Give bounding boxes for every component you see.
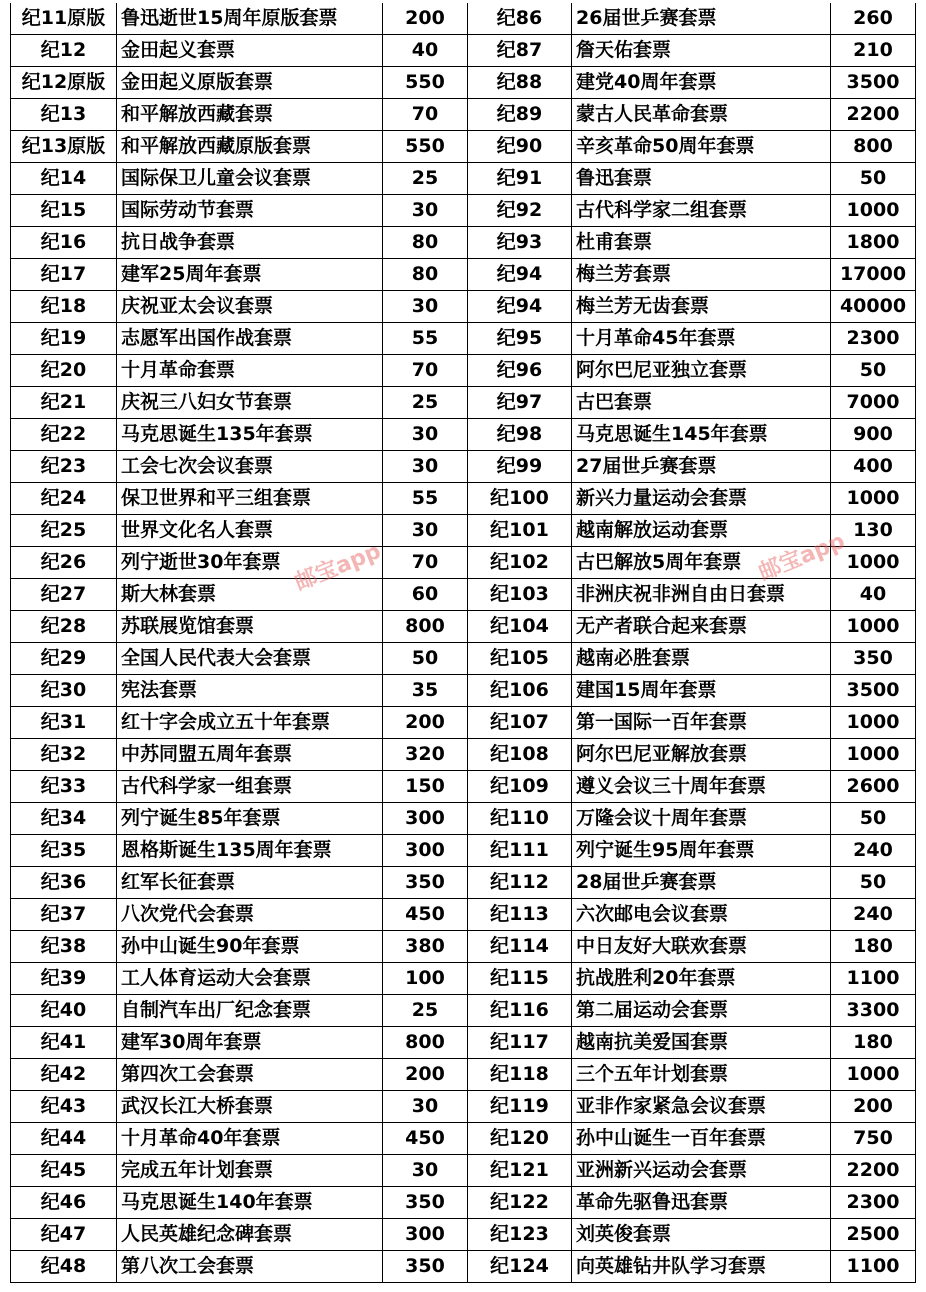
right-price-cell: 7000 xyxy=(831,387,916,419)
left-price-cell: 30 xyxy=(383,515,468,547)
left-name-cell: 志愿军出国作战套票 xyxy=(117,323,383,355)
right-name-cell: 27届世乒赛套票 xyxy=(572,451,831,483)
right-code-cell: 纪93 xyxy=(468,227,572,259)
right-name-cell: 古代科学家二组套票 xyxy=(572,195,831,227)
left-price-cell: 800 xyxy=(383,611,468,643)
right-price-cell: 1000 xyxy=(831,1059,916,1091)
left-name-cell: 建军30周年套票 xyxy=(117,1027,383,1059)
right-code-cell: 纪120 xyxy=(468,1123,572,1155)
right-price-cell: 240 xyxy=(831,835,916,867)
left-price-cell: 550 xyxy=(383,131,468,163)
left-name-cell: 马克思诞生140年套票 xyxy=(117,1187,383,1219)
left-price-cell: 55 xyxy=(383,483,468,515)
right-code-cell: 纪112 xyxy=(468,867,572,899)
right-code-cell: 纪92 xyxy=(468,195,572,227)
right-code-cell: 纪105 xyxy=(468,643,572,675)
table-row xyxy=(11,1251,916,1283)
table-row xyxy=(11,291,916,323)
left-name-cell: 十月革命40年套票 xyxy=(117,1123,383,1155)
left-price-cell: 150 xyxy=(383,771,468,803)
left-name-cell: 和平解放西藏套票 xyxy=(117,99,383,131)
left-price-cell: 200 xyxy=(383,707,468,739)
right-price-cell: 40000 xyxy=(831,291,916,323)
right-price-cell: 2600 xyxy=(831,771,916,803)
right-code-cell: 纪111 xyxy=(468,835,572,867)
table-row xyxy=(11,1091,916,1123)
stamp-price-table xyxy=(10,3,916,1283)
table-row xyxy=(11,611,916,643)
table-row xyxy=(11,1219,916,1251)
left-name-cell: 十月革命套票 xyxy=(117,355,383,387)
right-price-cell: 180 xyxy=(831,1027,916,1059)
left-price-cell: 450 xyxy=(383,1123,468,1155)
table-row xyxy=(11,835,916,867)
left-price-cell: 300 xyxy=(383,803,468,835)
right-code-cell: 纪106 xyxy=(468,675,572,707)
right-code-cell: 纪98 xyxy=(468,419,572,451)
right-name-cell: 万隆会议十周年套票 xyxy=(572,803,831,835)
right-name-cell: 新兴力量运动会套票 xyxy=(572,483,831,515)
left-name-cell: 武汉长江大桥套票 xyxy=(117,1091,383,1123)
left-name-cell: 和平解放西藏原版套票 xyxy=(117,131,383,163)
left-name-cell: 第八次工会套票 xyxy=(117,1251,383,1283)
table-row xyxy=(11,483,916,515)
right-code-cell: 纪107 xyxy=(468,707,572,739)
left-name-cell: 斯大林套票 xyxy=(117,579,383,611)
left-code-cell: 纪16 xyxy=(11,227,117,259)
right-code-cell: 纪119 xyxy=(468,1091,572,1123)
table-row xyxy=(11,259,916,291)
left-price-cell: 70 xyxy=(383,99,468,131)
right-code-cell: 纪109 xyxy=(468,771,572,803)
right-code-cell: 纪102 xyxy=(468,547,572,579)
left-name-cell: 庆祝亚太会议套票 xyxy=(117,291,383,323)
right-name-cell: 遵义会议三十周年套票 xyxy=(572,771,831,803)
right-name-cell: 建党40周年套票 xyxy=(572,67,831,99)
left-name-cell: 宪法套票 xyxy=(117,675,383,707)
left-name-cell: 恩格斯诞生135周年套票 xyxy=(117,835,383,867)
right-code-cell: 纪110 xyxy=(468,803,572,835)
right-code-cell: 纪94 xyxy=(468,291,572,323)
right-price-cell: 2300 xyxy=(831,323,916,355)
right-code-cell: 纪87 xyxy=(468,35,572,67)
left-name-cell: 完成五年计划套票 xyxy=(117,1155,383,1187)
left-code-cell: 纪13 xyxy=(11,99,117,131)
right-code-cell: 纪96 xyxy=(468,355,572,387)
left-code-cell: 纪17 xyxy=(11,259,117,291)
right-price-cell: 130 xyxy=(831,515,916,547)
left-code-cell: 纪24 xyxy=(11,483,117,515)
right-name-cell: 越南抗美爱国套票 xyxy=(572,1027,831,1059)
left-code-cell: 纪38 xyxy=(11,931,117,963)
right-price-cell: 900 xyxy=(831,419,916,451)
right-code-cell: 纪95 xyxy=(468,323,572,355)
left-code-cell: 纪43 xyxy=(11,1091,117,1123)
left-code-cell: 纪37 xyxy=(11,899,117,931)
right-price-cell: 200 xyxy=(831,1091,916,1123)
table-row xyxy=(11,163,916,195)
left-price-cell: 350 xyxy=(383,1187,468,1219)
left-price-cell: 35 xyxy=(383,675,468,707)
right-price-cell: 40 xyxy=(831,579,916,611)
right-name-cell: 越南必胜套票 xyxy=(572,643,831,675)
left-price-cell: 50 xyxy=(383,643,468,675)
right-name-cell: 马克思诞生145年套票 xyxy=(572,419,831,451)
left-price-cell: 60 xyxy=(383,579,468,611)
right-code-cell: 纪97 xyxy=(468,387,572,419)
right-price-cell: 2200 xyxy=(831,99,916,131)
table-row xyxy=(11,1027,916,1059)
table-row xyxy=(11,99,916,131)
right-code-cell: 纪100 xyxy=(468,483,572,515)
right-name-cell: 六次邮电会议套票 xyxy=(572,899,831,931)
left-price-cell: 100 xyxy=(383,963,468,995)
right-name-cell: 26届世乒赛套票 xyxy=(572,3,831,35)
left-code-cell: 纪28 xyxy=(11,611,117,643)
right-name-cell: 詹天佑套票 xyxy=(572,35,831,67)
right-code-cell: 纪123 xyxy=(468,1219,572,1251)
right-name-cell: 三个五年计划套票 xyxy=(572,1059,831,1091)
right-name-cell: 阿尔巴尼亚独立套票 xyxy=(572,355,831,387)
right-code-cell: 纪108 xyxy=(468,739,572,771)
left-code-cell: 纪46 xyxy=(11,1187,117,1219)
left-price-cell: 30 xyxy=(383,1091,468,1123)
left-name-cell: 孙中山诞生90年套票 xyxy=(117,931,383,963)
left-code-cell: 纪11原版 xyxy=(11,3,117,35)
right-price-cell: 3500 xyxy=(831,67,916,99)
left-price-cell: 300 xyxy=(383,1219,468,1251)
left-name-cell: 列宁逝世30年套票 xyxy=(117,547,383,579)
left-price-cell: 350 xyxy=(383,867,468,899)
left-name-cell: 红军长征套票 xyxy=(117,867,383,899)
left-code-cell: 纪18 xyxy=(11,291,117,323)
right-name-cell: 非洲庆祝非洲自由日套票 xyxy=(572,579,831,611)
right-price-cell: 1000 xyxy=(831,195,916,227)
right-price-cell: 1100 xyxy=(831,1251,916,1283)
right-price-cell: 350 xyxy=(831,643,916,675)
right-name-cell: 梅兰芳无齿套票 xyxy=(572,291,831,323)
right-code-cell: 纪90 xyxy=(468,131,572,163)
right-name-cell: 亚洲新兴运动会套票 xyxy=(572,1155,831,1187)
right-name-cell: 鲁迅套票 xyxy=(572,163,831,195)
right-price-cell: 2200 xyxy=(831,1155,916,1187)
right-price-cell: 1000 xyxy=(831,739,916,771)
right-name-cell: 越南解放运动套票 xyxy=(572,515,831,547)
left-name-cell: 全国人民代表大会套票 xyxy=(117,643,383,675)
watermark-left: 邮宝app xyxy=(291,538,385,596)
table-row xyxy=(11,899,916,931)
table-row xyxy=(11,1059,916,1091)
table-row xyxy=(11,67,916,99)
left-name-cell: 第四次工会套票 xyxy=(117,1059,383,1091)
right-price-cell: 180 xyxy=(831,931,916,963)
left-code-cell: 纪41 xyxy=(11,1027,117,1059)
left-name-cell: 八次党代会套票 xyxy=(117,899,383,931)
right-code-cell: 纪91 xyxy=(468,163,572,195)
left-code-cell: 纪48 xyxy=(11,1251,117,1283)
left-code-cell: 纪40 xyxy=(11,995,117,1027)
right-price-cell: 2500 xyxy=(831,1219,916,1251)
table-row xyxy=(11,643,916,675)
table-row xyxy=(11,387,916,419)
right-name-cell: 中日友好大联欢套票 xyxy=(572,931,831,963)
right-name-cell: 革命先驱鲁迅套票 xyxy=(572,1187,831,1219)
left-name-cell: 红十字会成立五十年套票 xyxy=(117,707,383,739)
table-row xyxy=(11,451,916,483)
table-row xyxy=(11,3,916,35)
left-code-cell: 纪23 xyxy=(11,451,117,483)
right-name-cell: 第一国际一百年套票 xyxy=(572,707,831,739)
table-row xyxy=(11,963,916,995)
left-price-cell: 30 xyxy=(383,451,468,483)
left-price-cell: 25 xyxy=(383,995,468,1027)
table-row xyxy=(11,323,916,355)
left-price-cell: 30 xyxy=(383,195,468,227)
right-price-cell: 50 xyxy=(831,867,916,899)
left-price-cell: 320 xyxy=(383,739,468,771)
table-row xyxy=(11,1123,916,1155)
left-code-cell: 纪32 xyxy=(11,739,117,771)
left-code-cell: 纪13原版 xyxy=(11,131,117,163)
left-code-cell: 纪34 xyxy=(11,803,117,835)
table-row xyxy=(11,547,916,579)
right-price-cell: 210 xyxy=(831,35,916,67)
right-name-cell: 无产者联合起来套票 xyxy=(572,611,831,643)
left-price-cell: 55 xyxy=(383,323,468,355)
left-name-cell: 列宁诞生85年套票 xyxy=(117,803,383,835)
right-price-cell: 50 xyxy=(831,163,916,195)
right-name-cell: 亚非作家紧急会议套票 xyxy=(572,1091,831,1123)
left-price-cell: 550 xyxy=(383,67,468,99)
left-name-cell: 工会七次会议套票 xyxy=(117,451,383,483)
right-price-cell: 17000 xyxy=(831,259,916,291)
right-code-cell: 纪121 xyxy=(468,1155,572,1187)
right-code-cell: 纪94 xyxy=(468,259,572,291)
right-name-cell: 抗战胜利20年套票 xyxy=(572,963,831,995)
left-code-cell: 纪12 xyxy=(11,35,117,67)
left-name-cell: 自制汽车出厂纪念套票 xyxy=(117,995,383,1027)
right-price-cell: 1000 xyxy=(831,483,916,515)
left-name-cell: 国际保卫儿童会议套票 xyxy=(117,163,383,195)
right-price-cell: 1000 xyxy=(831,547,916,579)
right-code-cell: 纪124 xyxy=(468,1251,572,1283)
left-price-cell: 450 xyxy=(383,899,468,931)
table-row xyxy=(11,675,916,707)
right-name-cell: 向英雄钻井队学习套票 xyxy=(572,1251,831,1283)
right-name-cell: 梅兰芳套票 xyxy=(572,259,831,291)
left-name-cell: 建军25周年套票 xyxy=(117,259,383,291)
table-row xyxy=(11,931,916,963)
table-row xyxy=(11,1155,916,1187)
right-name-cell: 刘英俊套票 xyxy=(572,1219,831,1251)
left-code-cell: 纪30 xyxy=(11,675,117,707)
left-code-cell: 纪31 xyxy=(11,707,117,739)
right-code-cell: 纪88 xyxy=(468,67,572,99)
right-price-cell: 50 xyxy=(831,355,916,387)
right-code-cell: 纪103 xyxy=(468,579,572,611)
table-row xyxy=(11,355,916,387)
left-price-cell: 70 xyxy=(383,547,468,579)
left-price-cell: 25 xyxy=(383,163,468,195)
left-code-cell: 纪36 xyxy=(11,867,117,899)
left-code-cell: 纪45 xyxy=(11,1155,117,1187)
table-row xyxy=(11,995,916,1027)
right-code-cell: 纪89 xyxy=(468,99,572,131)
right-price-cell: 240 xyxy=(831,899,916,931)
left-code-cell: 纪19 xyxy=(11,323,117,355)
watermark-right: 邮宝app xyxy=(755,528,849,586)
right-price-cell: 1100 xyxy=(831,963,916,995)
right-code-cell: 纪116 xyxy=(468,995,572,1027)
right-name-cell: 阿尔巴尼亚解放套票 xyxy=(572,739,831,771)
left-name-cell: 世界文化名人套票 xyxy=(117,515,383,547)
right-price-cell: 3500 xyxy=(831,675,916,707)
left-price-cell: 40 xyxy=(383,35,468,67)
left-name-cell: 苏联展览馆套票 xyxy=(117,611,383,643)
table-row xyxy=(11,195,916,227)
left-price-cell: 200 xyxy=(383,1059,468,1091)
right-code-cell: 纪113 xyxy=(468,899,572,931)
left-code-cell: 纪25 xyxy=(11,515,117,547)
table-row xyxy=(11,867,916,899)
right-name-cell: 第二届运动会套票 xyxy=(572,995,831,1027)
left-code-cell: 纪21 xyxy=(11,387,117,419)
left-code-cell: 纪27 xyxy=(11,579,117,611)
left-code-cell: 纪20 xyxy=(11,355,117,387)
left-price-cell: 300 xyxy=(383,835,468,867)
right-price-cell: 800 xyxy=(831,131,916,163)
right-name-cell: 列宁诞生95周年套票 xyxy=(572,835,831,867)
right-price-cell: 3300 xyxy=(831,995,916,1027)
left-name-cell: 保卫世界和平三组套票 xyxy=(117,483,383,515)
left-price-cell: 80 xyxy=(383,227,468,259)
left-name-cell: 国际劳动节套票 xyxy=(117,195,383,227)
table-row xyxy=(11,579,916,611)
right-code-cell: 纪101 xyxy=(468,515,572,547)
left-code-cell: 纪47 xyxy=(11,1219,117,1251)
right-price-cell: 260 xyxy=(831,3,916,35)
right-price-cell: 50 xyxy=(831,803,916,835)
right-price-cell: 2300 xyxy=(831,1187,916,1219)
left-name-cell: 马克思诞生135年套票 xyxy=(117,419,383,451)
left-code-cell: 纪42 xyxy=(11,1059,117,1091)
right-code-cell: 纪114 xyxy=(468,931,572,963)
right-price-cell: 750 xyxy=(831,1123,916,1155)
right-price-cell: 400 xyxy=(831,451,916,483)
left-name-cell: 庆祝三八妇女节套票 xyxy=(117,387,383,419)
left-code-cell: 纪22 xyxy=(11,419,117,451)
left-price-cell: 200 xyxy=(383,3,468,35)
table-row xyxy=(11,771,916,803)
left-price-cell: 30 xyxy=(383,1155,468,1187)
right-code-cell: 纪86 xyxy=(468,3,572,35)
left-code-cell: 纪12原版 xyxy=(11,67,117,99)
left-price-cell: 70 xyxy=(383,355,468,387)
right-price-cell: 1000 xyxy=(831,611,916,643)
left-name-cell: 工人体育运动大会套票 xyxy=(117,963,383,995)
left-code-cell: 纪29 xyxy=(11,643,117,675)
right-code-cell: 纪99 xyxy=(468,451,572,483)
left-price-cell: 30 xyxy=(383,419,468,451)
right-price-cell: 1000 xyxy=(831,707,916,739)
right-name-cell: 蒙古人民革命套票 xyxy=(572,99,831,131)
left-name-cell: 抗日战争套票 xyxy=(117,227,383,259)
left-price-cell: 380 xyxy=(383,931,468,963)
table-row xyxy=(11,515,916,547)
right-name-cell: 孙中山诞生一百年套票 xyxy=(572,1123,831,1155)
right-name-cell: 建国15周年套票 xyxy=(572,675,831,707)
right-name-cell: 28届世乒赛套票 xyxy=(572,867,831,899)
right-code-cell: 纪118 xyxy=(468,1059,572,1091)
right-code-cell: 纪115 xyxy=(468,963,572,995)
table-row xyxy=(11,131,916,163)
table-row xyxy=(11,739,916,771)
right-code-cell: 纪117 xyxy=(468,1027,572,1059)
table-row xyxy=(11,803,916,835)
left-name-cell: 中苏同盟五周年套票 xyxy=(117,739,383,771)
right-name-cell: 辛亥革命50周年套票 xyxy=(572,131,831,163)
right-name-cell: 古巴解放5周年套票 xyxy=(572,547,831,579)
table-row xyxy=(11,419,916,451)
left-code-cell: 纪44 xyxy=(11,1123,117,1155)
table-body xyxy=(11,3,916,1283)
left-name-cell: 古代科学家一组套票 xyxy=(117,771,383,803)
table-row xyxy=(11,35,916,67)
left-code-cell: 纪14 xyxy=(11,163,117,195)
right-name-cell: 杜甫套票 xyxy=(572,227,831,259)
right-name-cell: 十月革命45年套票 xyxy=(572,323,831,355)
left-price-cell: 80 xyxy=(383,259,468,291)
left-name-cell: 金田起义套票 xyxy=(117,35,383,67)
left-code-cell: 纪33 xyxy=(11,771,117,803)
table-row xyxy=(11,707,916,739)
right-price-cell: 1800 xyxy=(831,227,916,259)
left-price-cell: 30 xyxy=(383,291,468,323)
left-price-cell: 25 xyxy=(383,387,468,419)
left-name-cell: 金田起义原版套票 xyxy=(117,67,383,99)
right-name-cell: 古巴套票 xyxy=(572,387,831,419)
left-price-cell: 800 xyxy=(383,1027,468,1059)
left-name-cell: 人民英雄纪念碑套票 xyxy=(117,1219,383,1251)
left-name-cell: 鲁迅逝世15周年原版套票 xyxy=(117,3,383,35)
left-code-cell: 纪39 xyxy=(11,963,117,995)
left-price-cell: 350 xyxy=(383,1251,468,1283)
table-row xyxy=(11,227,916,259)
left-code-cell: 纪26 xyxy=(11,547,117,579)
right-code-cell: 纪122 xyxy=(468,1187,572,1219)
left-code-cell: 纪15 xyxy=(11,195,117,227)
left-code-cell: 纪35 xyxy=(11,835,117,867)
right-code-cell: 纪104 xyxy=(468,611,572,643)
table-row xyxy=(11,1187,916,1219)
